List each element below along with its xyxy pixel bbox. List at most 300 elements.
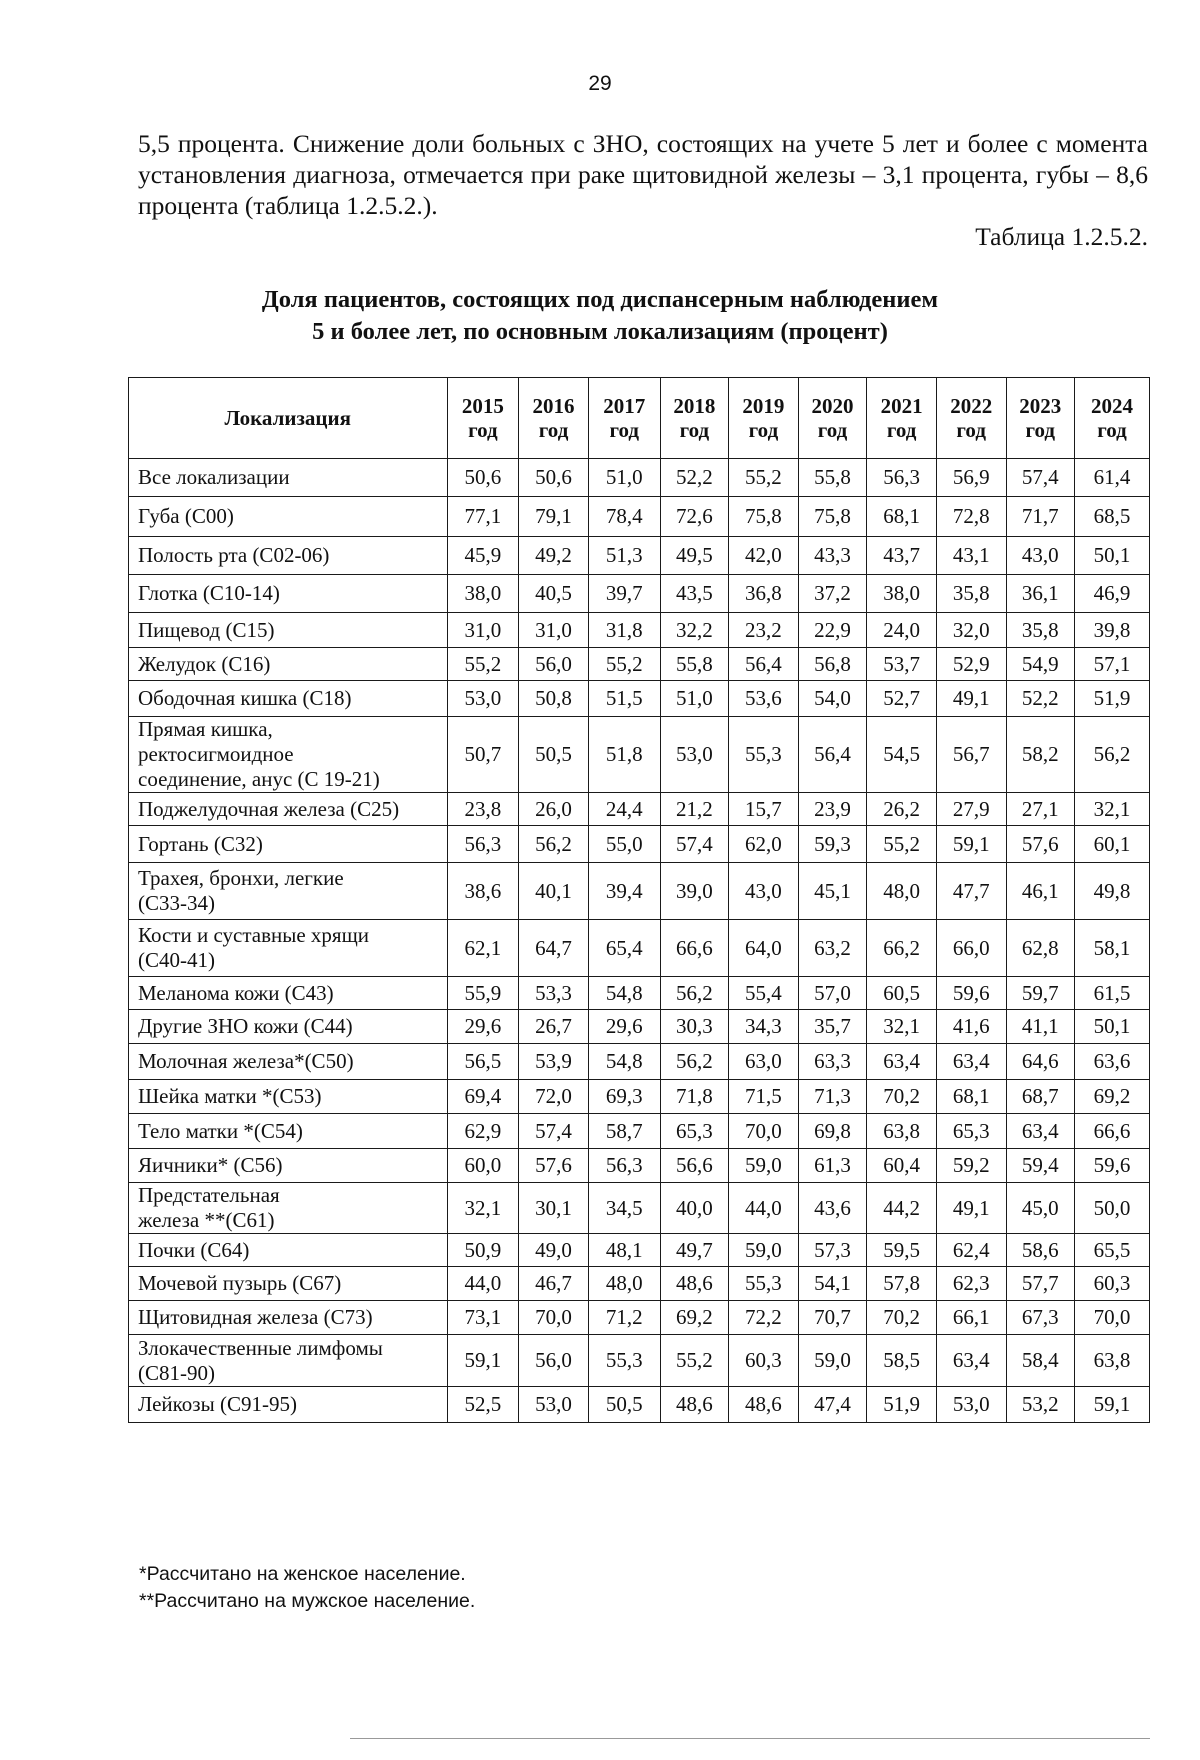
row-value: 30,3 — [660, 1010, 729, 1044]
row-value: 50,6 — [447, 459, 519, 497]
row-value: 73,1 — [447, 1301, 519, 1335]
row-value: 66,6 — [660, 920, 729, 977]
row-value: 62,3 — [936, 1267, 1006, 1301]
row-location: Ободочная кишка (С18) — [129, 681, 448, 717]
bottom-divider — [350, 1738, 1150, 1739]
row-value: 55,2 — [660, 1335, 729, 1387]
table-row — [129, 459, 1150, 497]
row-value: 72,2 — [729, 1301, 799, 1335]
row-value: 53,0 — [519, 1387, 589, 1423]
row-value: 53,9 — [519, 1044, 589, 1080]
row-value: 29,6 — [447, 1010, 519, 1044]
row-value: 24,0 — [867, 613, 937, 648]
row-value: 52,2 — [660, 459, 729, 497]
table-row — [129, 1387, 1150, 1423]
row-location: Лейкозы (С91-95) — [129, 1387, 448, 1423]
row-value: 56,2 — [1075, 717, 1150, 793]
row-value: 36,1 — [1006, 575, 1075, 613]
row-value: 50,7 — [447, 717, 519, 793]
row-value: 45,9 — [447, 537, 519, 575]
row-value: 60,5 — [867, 977, 937, 1010]
header-year-suffix: год — [679, 418, 710, 442]
table-row — [129, 1044, 1150, 1080]
row-value: 58,4 — [1006, 1335, 1075, 1387]
row-value: 57,4 — [660, 826, 729, 863]
row-value: 56,7 — [936, 717, 1006, 793]
table-header-row — [129, 378, 1150, 459]
row-value: 50,1 — [1075, 537, 1150, 575]
row-value: 40,1 — [519, 863, 589, 920]
row-value: 54,8 — [588, 977, 660, 1010]
row-value: 53,0 — [936, 1387, 1006, 1423]
row-value: 53,7 — [867, 648, 937, 681]
row-value: 51,0 — [660, 681, 729, 717]
row-value: 60,3 — [729, 1335, 799, 1387]
row-location: Яичники* (С56) — [129, 1149, 448, 1183]
row-value: 79,1 — [519, 497, 589, 537]
row-value: 32,1 — [1075, 793, 1150, 826]
row-value: 42,0 — [729, 537, 799, 575]
row-value: 56,4 — [798, 717, 867, 793]
row-value: 55,0 — [588, 826, 660, 863]
row-value: 56,2 — [660, 1044, 729, 1080]
header-year — [1006, 378, 1075, 459]
intro-paragraph — [138, 128, 1148, 221]
row-value: 69,2 — [660, 1301, 729, 1335]
row-value: 58,5 — [867, 1335, 937, 1387]
table-title-line-2: 5 и более лет, по основным локализациям (процент) — [312, 318, 888, 345]
row-value: 57,6 — [1006, 826, 1075, 863]
row-value: 70,0 — [729, 1114, 799, 1149]
row-value: 58,6 — [1006, 1234, 1075, 1267]
header-year-number: 2017 — [603, 394, 646, 418]
row-value: 27,9 — [936, 793, 1006, 826]
row-value: 65,3 — [936, 1114, 1006, 1149]
row-location: Поджелудочная железа (С25) — [129, 793, 448, 826]
row-location: Все локализации — [129, 459, 448, 497]
row-value: 60,3 — [1075, 1267, 1150, 1301]
row-value: 30,1 — [519, 1183, 589, 1234]
row-value: 49,5 — [660, 537, 729, 575]
row-value: 62,0 — [729, 826, 799, 863]
row-value: 51,9 — [1075, 681, 1150, 717]
row-value: 64,7 — [519, 920, 589, 977]
header-year-number: 2019 — [742, 394, 785, 418]
row-value: 70,2 — [867, 1301, 937, 1335]
table-title-line-1: Доля пациентов, состоящих под диспансерным наблюдением — [261, 286, 939, 313]
row-value: 44,2 — [867, 1183, 937, 1234]
row-value: 55,2 — [447, 648, 519, 681]
header-location: Локализация — [129, 378, 448, 459]
row-value: 49,0 — [519, 1234, 589, 1267]
row-value: 56,4 — [729, 648, 799, 681]
row-value: 34,5 — [588, 1183, 660, 1234]
row-value: 59,4 — [1006, 1149, 1075, 1183]
row-value: 45,0 — [1006, 1183, 1075, 1234]
header-year — [729, 378, 799, 459]
row-value: 49,7 — [660, 1234, 729, 1267]
row-value: 57,8 — [867, 1267, 937, 1301]
row-value: 54,5 — [867, 717, 937, 793]
row-location: Кости и суставные хрящи (С40-41) — [129, 920, 448, 977]
row-value: 37,2 — [798, 575, 867, 613]
row-value: 63,6 — [1075, 1044, 1150, 1080]
row-location: Мочевой пузырь (С67) — [129, 1267, 448, 1301]
row-value: 32,2 — [660, 613, 729, 648]
row-value: 59,7 — [1006, 977, 1075, 1010]
row-value: 72,0 — [519, 1080, 589, 1114]
row-value: 63,4 — [936, 1044, 1006, 1080]
row-value: 65,3 — [660, 1114, 729, 1149]
table-row — [129, 648, 1150, 681]
row-value: 70,0 — [519, 1301, 589, 1335]
row-value: 43,0 — [1006, 537, 1075, 575]
header-year-suffix: год — [1097, 418, 1127, 442]
row-value: 55,4 — [729, 977, 799, 1010]
row-value: 72,8 — [936, 497, 1006, 537]
row-value: 61,4 — [1075, 459, 1150, 497]
row-value: 56,2 — [660, 977, 729, 1010]
row-value: 63,4 — [936, 1335, 1006, 1387]
row-value: 39,0 — [660, 863, 729, 920]
row-value: 62,8 — [1006, 920, 1075, 977]
table-row — [129, 1149, 1150, 1183]
row-value: 71,2 — [588, 1301, 660, 1335]
row-value: 43,7 — [867, 537, 937, 575]
row-value: 38,0 — [447, 575, 519, 613]
row-value: 43,1 — [936, 537, 1006, 575]
page-number: 29 — [588, 72, 612, 95]
row-value: 38,6 — [447, 863, 519, 920]
header-year — [660, 378, 729, 459]
row-value: 23,2 — [729, 613, 799, 648]
row-location: Глотка (С10-14) — [129, 575, 448, 613]
row-value: 49,2 — [519, 537, 589, 575]
row-value: 61,3 — [798, 1149, 867, 1183]
row-value: 56,2 — [519, 826, 589, 863]
row-value: 51,9 — [867, 1387, 937, 1423]
row-value: 53,0 — [660, 717, 729, 793]
row-value: 56,6 — [660, 1149, 729, 1183]
table-row — [129, 1080, 1150, 1114]
header-year-number: 2021 — [880, 394, 923, 418]
row-value: 63,8 — [1075, 1335, 1150, 1387]
row-value: 43,3 — [798, 537, 867, 575]
row-value: 56,5 — [447, 1044, 519, 1080]
row-value: 54,8 — [588, 1044, 660, 1080]
table-row — [129, 1114, 1150, 1149]
row-value: 15,7 — [729, 793, 799, 826]
row-value: 50,6 — [519, 459, 589, 497]
row-value: 50,8 — [519, 681, 589, 717]
header-year-suffix: год — [1025, 418, 1056, 442]
row-value: 50,5 — [519, 717, 589, 793]
row-value: 55,8 — [798, 459, 867, 497]
row-value: 22,9 — [798, 613, 867, 648]
row-value: 78,4 — [588, 497, 660, 537]
row-value: 56,8 — [798, 648, 867, 681]
row-location: Тело матки *(С54) — [129, 1114, 448, 1149]
header-year — [447, 378, 519, 459]
table-row — [129, 977, 1150, 1010]
row-value: 60,0 — [447, 1149, 519, 1183]
row-value: 65,5 — [1075, 1234, 1150, 1267]
row-value: 56,3 — [588, 1149, 660, 1183]
row-value: 62,9 — [447, 1114, 519, 1149]
row-value: 63,8 — [867, 1114, 937, 1149]
header-year — [519, 378, 589, 459]
row-value: 46,7 — [519, 1267, 589, 1301]
row-value: 47,7 — [936, 863, 1006, 920]
row-location: Другие ЗНО кожи (С44) — [129, 1010, 448, 1044]
table-label: Таблица 1.2.5.2. — [975, 222, 1148, 251]
row-value: 64,0 — [729, 920, 799, 977]
row-value: 61,5 — [1075, 977, 1150, 1010]
row-value: 62,4 — [936, 1234, 1006, 1267]
row-value: 48,1 — [588, 1234, 660, 1267]
table-row — [129, 863, 1150, 920]
row-value: 69,2 — [1075, 1080, 1150, 1114]
row-value: 52,5 — [447, 1387, 519, 1423]
header-year-suffix: год — [468, 418, 498, 442]
row-value: 58,2 — [1006, 717, 1075, 793]
row-value: 57,0 — [798, 977, 867, 1010]
row-location: Шейка матки *(С53) — [129, 1080, 448, 1114]
header-year — [867, 378, 937, 459]
footnote-male: **Рассчитано на мужское население. — [139, 1590, 476, 1612]
row-value: 71,3 — [798, 1080, 867, 1114]
row-value: 70,0 — [1075, 1301, 1150, 1335]
row-location: Пищевод (С15) — [129, 613, 448, 648]
row-value: 68,1 — [936, 1080, 1006, 1114]
table-row — [129, 793, 1150, 826]
row-value: 67,3 — [1006, 1301, 1075, 1335]
row-value: 46,9 — [1075, 575, 1150, 613]
header-year-suffix: год — [538, 418, 569, 442]
table-row — [129, 575, 1150, 613]
row-value: 63,0 — [729, 1044, 799, 1080]
row-value: 68,7 — [1006, 1080, 1075, 1114]
row-location: Меланома кожи (С43) — [129, 977, 448, 1010]
intro-text: 5,5 процента. Снижение доли больных с ЗНО, состоящих на учете 5 лет и более с момента установления диагноза, отмечается при раке щитовидной железы – 3,1 процента, губы – 8,6 процента (таблица 1.2.5.2.). — [138, 129, 1148, 220]
row-value: 39,8 — [1075, 613, 1150, 648]
row-value: 57,4 — [1006, 459, 1075, 497]
header-year-suffix: год — [956, 418, 986, 442]
row-value: 52,9 — [936, 648, 1006, 681]
row-value: 44,0 — [729, 1183, 799, 1234]
row-value: 35,8 — [936, 575, 1006, 613]
row-value: 63,4 — [867, 1044, 937, 1080]
row-value: 70,7 — [798, 1301, 867, 1335]
row-value: 39,7 — [588, 575, 660, 613]
row-value: 50,1 — [1075, 1010, 1150, 1044]
table-body — [129, 459, 1150, 1423]
row-value: 56,3 — [447, 826, 519, 863]
table-row — [129, 1301, 1150, 1335]
row-location: Полость рта (С02-06) — [129, 537, 448, 575]
header-year-suffix: год — [609, 418, 639, 442]
header-year — [1075, 378, 1150, 459]
row-value: 55,2 — [588, 648, 660, 681]
row-value: 54,0 — [798, 681, 867, 717]
row-value: 53,3 — [519, 977, 589, 1010]
row-value: 54,1 — [798, 1267, 867, 1301]
row-value: 38,0 — [867, 575, 937, 613]
row-location: Щитовидная железа (С73) — [129, 1301, 448, 1335]
table-row — [129, 1234, 1150, 1267]
row-value: 26,7 — [519, 1010, 589, 1044]
row-value: 59,1 — [447, 1335, 519, 1387]
row-value: 69,3 — [588, 1080, 660, 1114]
footnotes — [139, 1561, 475, 1615]
table-row — [129, 681, 1150, 717]
row-location: Злокачественные лимфомы (С81-90) — [129, 1335, 448, 1387]
row-value: 75,8 — [729, 497, 799, 537]
row-value: 48,6 — [660, 1387, 729, 1423]
row-value: 52,7 — [867, 681, 937, 717]
header-year-number: 2022 — [950, 394, 993, 418]
table-row — [129, 920, 1150, 977]
row-value: 57,6 — [519, 1149, 589, 1183]
row-value: 50,9 — [447, 1234, 519, 1267]
row-value: 54,9 — [1006, 648, 1075, 681]
row-value: 31,0 — [519, 613, 589, 648]
row-value: 69,8 — [798, 1114, 867, 1149]
row-location: Гортань (С32) — [129, 826, 448, 863]
row-value: 35,7 — [798, 1010, 867, 1044]
row-location: Трахея, бронхи, легкие (С33-34) — [129, 863, 448, 920]
row-value: 53,2 — [1006, 1387, 1075, 1423]
row-value: 53,6 — [729, 681, 799, 717]
row-value: 63,4 — [1006, 1114, 1075, 1149]
table-row — [129, 1183, 1150, 1234]
row-value: 50,5 — [588, 1387, 660, 1423]
row-value: 58,1 — [1075, 920, 1150, 977]
row-value: 59,0 — [729, 1149, 799, 1183]
row-value: 55,2 — [729, 459, 799, 497]
row-value: 59,5 — [867, 1234, 937, 1267]
row-value: 59,2 — [936, 1149, 1006, 1183]
header-year-number: 2018 — [673, 394, 716, 418]
row-location: Предстательная железа **(С61) — [129, 1183, 448, 1234]
table-row — [129, 1267, 1150, 1301]
row-value: 47,4 — [798, 1387, 867, 1423]
row-value: 59,1 — [936, 826, 1006, 863]
row-value: 68,1 — [867, 497, 937, 537]
row-value: 56,3 — [867, 459, 937, 497]
data-table — [128, 377, 1150, 1423]
row-value: 31,0 — [447, 613, 519, 648]
table-row — [129, 497, 1150, 537]
row-value: 43,5 — [660, 575, 729, 613]
header-year — [588, 378, 660, 459]
header-year-number: 2020 — [811, 394, 854, 418]
row-value: 60,4 — [867, 1149, 937, 1183]
header-year-number: 2016 — [532, 394, 575, 418]
table-row — [129, 613, 1150, 648]
row-value: 48,6 — [729, 1387, 799, 1423]
row-value: 77,1 — [447, 497, 519, 537]
table-row — [129, 1335, 1150, 1387]
row-location: Прямая кишка, ректосигмоидное соединение, анус (С 19-21) — [129, 717, 448, 793]
row-value: 51,5 — [588, 681, 660, 717]
row-value: 72,6 — [660, 497, 729, 537]
row-value: 58,7 — [588, 1114, 660, 1149]
header-year-suffix: год — [748, 418, 779, 442]
table-row — [129, 717, 1150, 793]
row-value: 26,2 — [867, 793, 937, 826]
footnote-female: *Рассчитано на женское население. — [139, 1563, 466, 1585]
row-value: 66,2 — [867, 920, 937, 977]
row-value: 66,6 — [1075, 1114, 1150, 1149]
row-value: 48,6 — [660, 1267, 729, 1301]
table-row — [129, 826, 1150, 863]
row-value: 59,3 — [798, 826, 867, 863]
row-location: Почки (С64) — [129, 1234, 448, 1267]
header-year — [936, 378, 1006, 459]
row-value: 55,3 — [729, 1267, 799, 1301]
row-value: 55,8 — [660, 648, 729, 681]
row-value: 75,8 — [798, 497, 867, 537]
row-value: 21,2 — [660, 793, 729, 826]
row-value: 23,8 — [447, 793, 519, 826]
row-value: 49,1 — [936, 1183, 1006, 1234]
row-value: 63,2 — [798, 920, 867, 977]
row-value: 43,0 — [729, 863, 799, 920]
row-value: 35,8 — [1006, 613, 1075, 648]
row-value: 39,4 — [588, 863, 660, 920]
row-value: 29,6 — [588, 1010, 660, 1044]
row-value: 62,1 — [447, 920, 519, 977]
row-value: 40,5 — [519, 575, 589, 613]
row-value: 34,3 — [729, 1010, 799, 1044]
row-value: 40,0 — [660, 1183, 729, 1234]
row-value: 59,0 — [729, 1234, 799, 1267]
header-year-number: 2023 — [1019, 394, 1062, 418]
row-location: Желудок (С16) — [129, 648, 448, 681]
row-value: 43,6 — [798, 1183, 867, 1234]
row-value: 57,1 — [1075, 648, 1150, 681]
row-value: 49,1 — [936, 681, 1006, 717]
table-title — [0, 284, 1200, 348]
row-value: 41,1 — [1006, 1010, 1075, 1044]
row-value: 45,1 — [798, 863, 867, 920]
row-value: 41,6 — [936, 1010, 1006, 1044]
row-value: 50,0 — [1075, 1183, 1150, 1234]
row-value: 70,2 — [867, 1080, 937, 1114]
row-value: 69,4 — [447, 1080, 519, 1114]
row-value: 56,9 — [936, 459, 1006, 497]
row-value: 71,7 — [1006, 497, 1075, 537]
row-value: 66,1 — [936, 1301, 1006, 1335]
row-value: 46,1 — [1006, 863, 1075, 920]
row-value: 71,8 — [660, 1080, 729, 1114]
row-location: Губа (С00) — [129, 497, 448, 537]
header-year-suffix: год — [817, 418, 848, 442]
row-value: 66,0 — [936, 920, 1006, 977]
row-value: 49,8 — [1075, 863, 1150, 920]
header-year-number: 2024 — [1091, 394, 1134, 418]
header-year — [798, 378, 867, 459]
table-row — [129, 537, 1150, 575]
row-value: 59,0 — [798, 1335, 867, 1387]
row-value: 63,3 — [798, 1044, 867, 1080]
row-value: 31,8 — [588, 613, 660, 648]
header-year-number: 2015 — [461, 394, 504, 418]
row-value: 44,0 — [447, 1267, 519, 1301]
row-value: 60,1 — [1075, 826, 1150, 863]
row-value: 24,4 — [588, 793, 660, 826]
